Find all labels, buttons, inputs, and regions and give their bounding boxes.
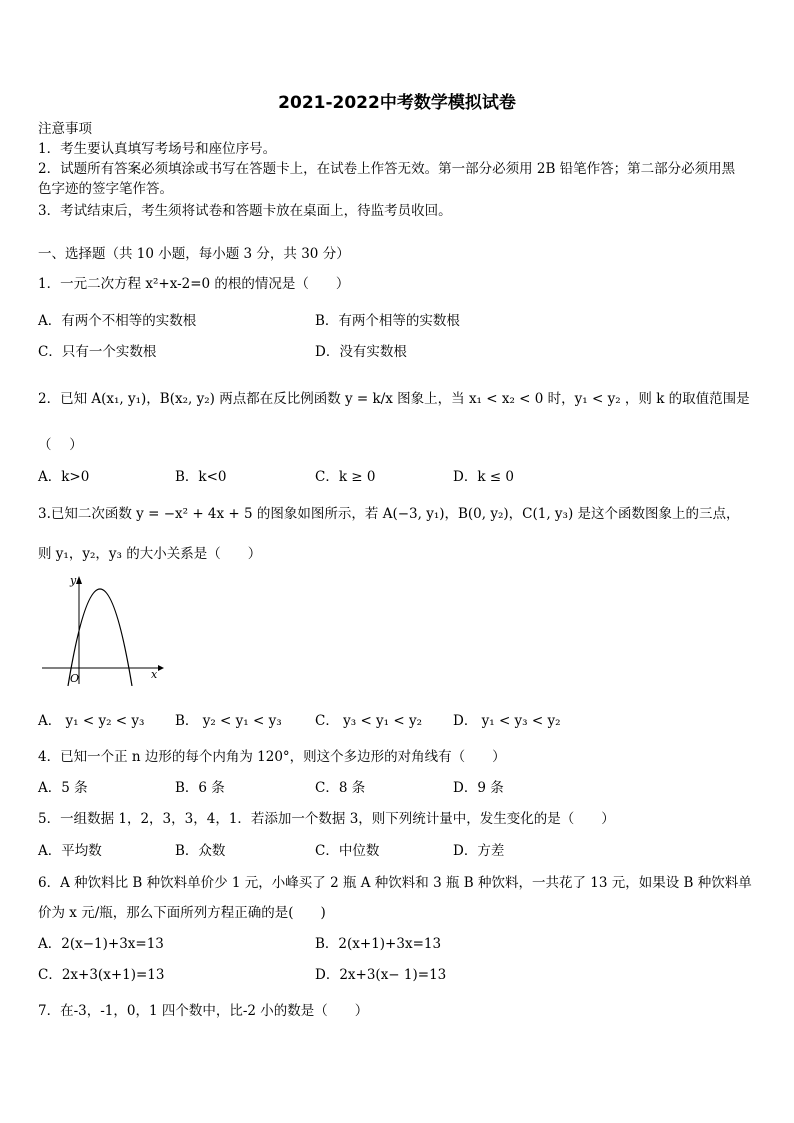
option-c: C．中位数 bbox=[315, 843, 380, 859]
option-c: C．8 条 bbox=[315, 780, 366, 796]
x-axis-arrow bbox=[158, 665, 164, 671]
notice-item: 1．考生要认真填写考场号和座位序号。 bbox=[38, 141, 277, 157]
option-d: D．没有实数根 bbox=[315, 344, 407, 360]
page-title: 2021-2022中考数学模拟试卷 bbox=[278, 93, 516, 113]
notice-item: 色字迹的签字笔作答。 bbox=[38, 181, 173, 197]
question-stem: 6．A 种饮料比 B 种饮料单价少 1 元，小峰买了 2 瓶 A 种饮料和 3 瓶 B 种饮料，一共花了 13 元，如果设 B 种饮料单 bbox=[38, 875, 752, 891]
option-d: D．9 条 bbox=[453, 780, 504, 796]
x-axis-label: x bbox=[151, 668, 158, 681]
notice-item: 2．试题所有答案必须填涂或书写在答题卡上，在试卷上作答无效。第一部分必须用 2B 铅笔作答；第二部分必须用黑 bbox=[38, 161, 736, 177]
notice-heading: 注意事项 bbox=[38, 121, 92, 137]
option-b: B．有两个相等的实数根 bbox=[315, 313, 460, 329]
option-a: A． y₁ < y₂ < y₃ bbox=[38, 713, 145, 729]
question-stem: 3.已知二次函数 y = −x² + 4x + 5 的图象如图所示，若 A(−3, y₁)，B(0, y₂)，C(1, y₃) 是这个函数图象上的三点， bbox=[38, 506, 740, 522]
y-axis-label: y bbox=[70, 574, 77, 587]
option-b: B．k<0 bbox=[175, 469, 227, 485]
option-a: A．5 条 bbox=[38, 780, 88, 796]
option-a: A．k>0 bbox=[38, 469, 90, 485]
option-b: B．2(x+1)+3x=13 bbox=[315, 936, 442, 952]
question-stem: 1．一元二次方程 x²+x-2=0 的根的情况是（ ） bbox=[38, 276, 350, 292]
y-axis-arrow bbox=[76, 576, 82, 584]
option-b: B．6 条 bbox=[175, 780, 225, 796]
option-c: C．k ≥ 0 bbox=[315, 469, 376, 485]
question-stem: 7．在-3，-1，0，1 四个数中，比-2 小的数是（ ） bbox=[38, 1003, 369, 1019]
option-d: D．方差 bbox=[453, 843, 505, 859]
option-d: D．k ≤ 0 bbox=[453, 469, 514, 485]
question-stem: 则 y₁，y₂，y₃ 的大小关系是（ ） bbox=[38, 546, 262, 562]
notice-item: 3．考试结束后，考生须将试卷和答题卡放在桌面上，待监考员收回。 bbox=[38, 203, 452, 219]
option-a: A．有两个不相等的实数根 bbox=[38, 313, 197, 329]
question-stem: 5．一组数据 1，2，3，3，4，1．若添加一个数据 3，则下列统计量中，发生变化的是（ ） bbox=[38, 811, 615, 827]
option-c: C． y₃ < y₁ < y₂ bbox=[315, 713, 423, 729]
question-stem: （ ） bbox=[38, 437, 83, 453]
option-d: D．2x+3(x− 1)=13 bbox=[315, 967, 447, 983]
question-stem: 4．已知一个正 n 边形的每个内角为 120°，则这个多边形的对角线有（ ） bbox=[38, 749, 506, 765]
option-c: C．2x+3(x+1)=13 bbox=[38, 967, 165, 983]
option-b: B． y₂ < y₁ < y₃ bbox=[175, 713, 282, 729]
section-heading: 一、选择题（共 10 小题，每小题 3 分，共 30 分） bbox=[38, 246, 350, 262]
option-a: A．平均数 bbox=[38, 843, 102, 859]
option-b: B．众数 bbox=[175, 843, 226, 859]
option-d: D． y₁ < y₃ < y₂ bbox=[453, 713, 561, 729]
origin-label: O bbox=[70, 672, 80, 685]
parabola-graph bbox=[38, 572, 164, 686]
option-a: A．2(x−1)+3x=13 bbox=[38, 936, 164, 952]
option-c: C．只有一个实数根 bbox=[38, 344, 157, 360]
question-stem: 2．已知 A(x₁, y₁)，B(x₂, y₂) 两点都在反比例函数 y = k/x 图象上，当 x₁ < x₂ < 0 时，y₁ < y₂ ，则 k 的取值范围是 bbox=[38, 391, 750, 407]
question-stem: 价为 x 元/瓶，那么下面所列方程正确的是( ) bbox=[38, 905, 326, 921]
